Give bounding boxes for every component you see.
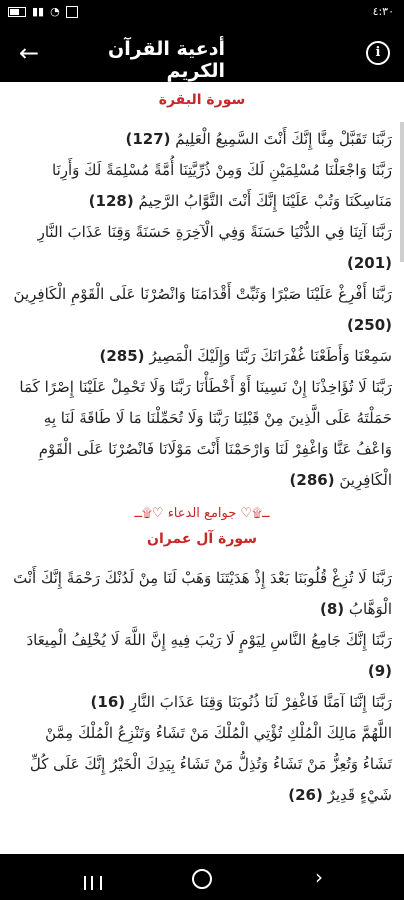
status-icons — [8, 5, 78, 18]
nav-back-icon[interactable]: › — [315, 865, 323, 889]
back-arrow-icon[interactable]: ← — [18, 39, 40, 67]
status-bar — [0, 0, 404, 24]
home-icon[interactable] — [187, 862, 217, 892]
dua-paragraph: رَبَّنَا تَقَبَّلْ مِنَّا إِنَّكَ أَنْتَ السَّمِيعُ الْعَلِيمُ (127) — [125, 130, 392, 148]
scrollbar[interactable] — [400, 122, 404, 262]
dua-paragraph: رَبَّنَا إِنَّكَ جَامِعُ النَّاسِ لِيَوْمٍ لَا رَيْبَ فِيهِ إِنَّ اللَّهَ لَا يُخْلِفُ الْمِيعَادَ (9) — [26, 631, 392, 680]
section-divider: ــ۩♡ جوامع الدعاء ♡۩ــ — [134, 506, 270, 521]
info-icon[interactable]: i — [366, 41, 390, 65]
dua-paragraph: رَبَّنَا إِنَّنَا آمَنَّا فَاغْفِرْ لَنَا ذُنُوبَنَا وَقِنَا عَذَابَ النَّارِ (16) — [90, 693, 392, 711]
battery-icon — [8, 7, 26, 17]
status-time: ٤:٣٠ — [372, 5, 394, 18]
surah-title: سورة البقرة — [158, 92, 246, 108]
dua-paragraph: رَبَّنَا لَا تُزِغْ قُلُوبَنَا بَعْدَ إِذْ هَدَيْتَنَا وَهَبْ لَنَا مِنْ لَدُنْكَ رَحْمَةً إِنَّكَ أَنْتَ الْوَهَّابُ (8) — [13, 569, 392, 618]
dua-paragraph: رَبَّنَا وَاجْعَلْنَا مُسْلِمَيْنِ لَكَ وَمِنْ ذُرِّيَّتِنَا أُمَّةً مُسْلِمَةً لَكَ وَأَرِنَا مَنَاسِكَنَا وَتُبْ عَلَيْنَا إِنَّكَ أَنْتَ التَّوَّابُ الرَّحِيمُ (128) — [52, 161, 392, 210]
notification-icon — [66, 6, 78, 18]
dua-paragraph: رَبَّنَا آتِنَا فِي الدُّنْيَا حَسَنَةً وَفِي الْآخِرَةِ حَسَنَةً وَقِنَا عَذَابَ النَّارِ (201) — [37, 223, 392, 272]
app-bar — [0, 24, 404, 82]
dua-paragraph: رَبَّنَا لَا تُؤَاخِذْنَا إِنْ نَسِينَا أَوْ أَخْطَأْنَا رَبَّنَا وَلَا تَحْمِلْ عَلَيْنَا إِصْرًا كَمَا حَمَلْتَهُ عَلَى الَّذِينَ مِنْ قَبْلِنَا رَبَّنَا وَلَا تُحَمِّلْنَا مَا لَا طَاقَةَ لَنَا بِهِ وَاعْفُ عَنَّا وَاغْفِرْ لَنَا وَارْحَمْنَا أَنْتَ مَوْلَانَا فَانْصُرْنَا عَلَى الْقَوْمِ الْكَافِرِينَ (286) — [19, 378, 392, 489]
dua-paragraph: رَبَّنَا أَفْرِغْ عَلَيْنَا صَبْرًا وَثَبِّتْ أَقْدَامَنَا وَانْصُرْنَا عَلَى الْقَوْمِ الْكَافِرِينَ (250) — [13, 285, 392, 334]
signal-icon: ▮▮ — [32, 5, 45, 18]
system-nav-bar — [0, 854, 404, 900]
surah-title: سورة آل عمران — [147, 531, 257, 547]
wifi-icon: ◔ — [50, 5, 60, 18]
recent-apps-icon[interactable] — [78, 862, 108, 892]
dua-paragraph: اللَّهُمَّ مَالِكَ الْمُلْكِ تُؤْتِي الْمُلْكَ مَنْ تَشَاءُ وَتَنْزِعُ الْمُلْكَ مِمَّنْ تَشَاءُ وَتُعِزُّ مَنْ تَشَاءُ وَتُذِلُّ مَنْ تَشَاءُ بِيَدِكَ الْخَيْرُ إِنَّكَ عَلَى كُلِّ شَيْءٍ قَدِيرٌ (26) — [29, 724, 392, 804]
dua-list — [0, 92, 404, 811]
page-title: أدعية القرآن الكريم — [107, 38, 225, 82]
dua-content[interactable] — [0, 82, 404, 854]
dua-paragraph: سَمِعْنَا وَأَطَعْنَا غُفْرَانَكَ رَبَّنَا وَإِلَيْكَ الْمَصِيرُ (285) — [99, 347, 392, 365]
